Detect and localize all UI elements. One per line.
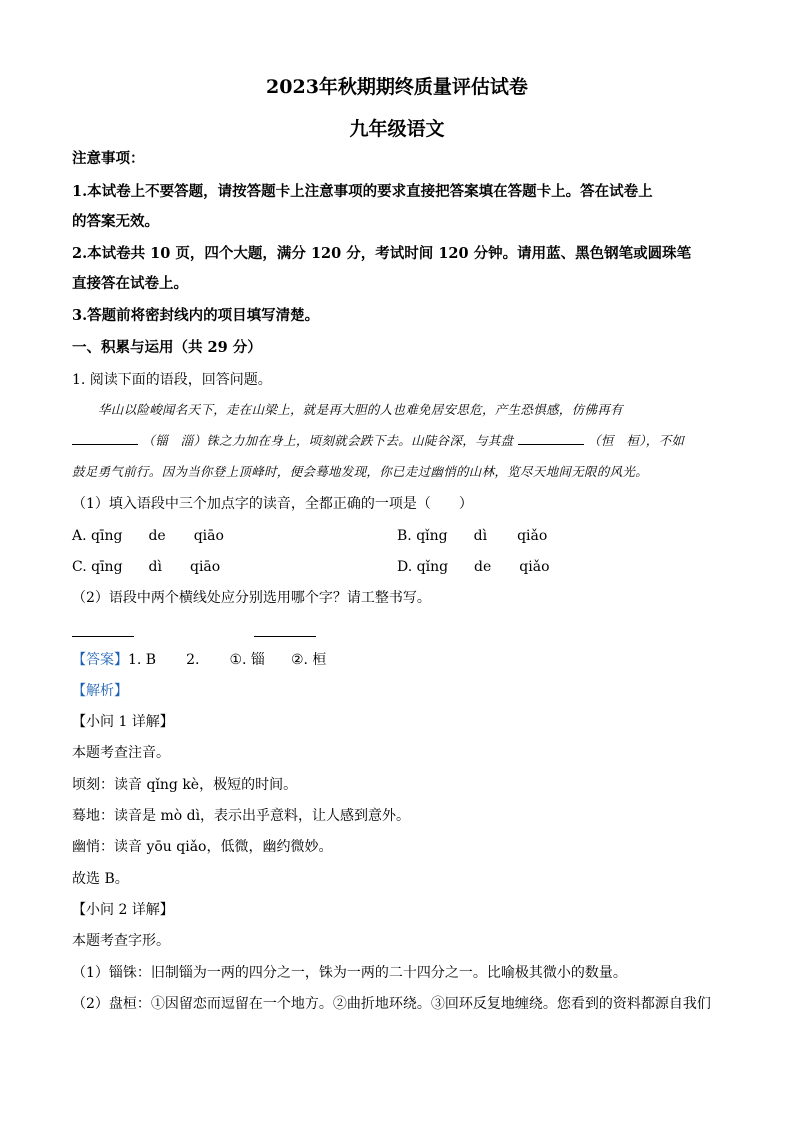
option-d[interactable] [397, 558, 550, 576]
analysis-sub-2-heading: 【小问 2 详解】 [72, 902, 174, 918]
answer-row [72, 651, 326, 669]
option-a-2: de [148, 528, 166, 544]
analysis-sub-2-line-3: （2）盘桓：①因留恋而逗留在一个地方。②曲折地环绕。③回环反复地缠绕。您看到的资料都源自我们 [72, 996, 711, 1012]
answer-line-2[interactable] [254, 624, 316, 642]
answer-part-1: 1. B [128, 652, 157, 668]
option-a-3: qiāo [193, 528, 224, 544]
passage-line-3: 鼓足勇气前行。因为当你登上顶峰时，便会蓦地发现，你已走过幽悄的山林，览尽天地间无限的风光。 [72, 464, 649, 479]
notice-item-2-line-1: 2.本试卷共 10 页，四个大题，满分 120 分，考试时间 120 分钟。请用蓝、黑色钢笔或圆珠笔 [72, 245, 692, 262]
answer-line-1[interactable] [72, 624, 134, 642]
option-c-2: dì [148, 559, 162, 575]
notice-item-2-line-2: 直接答在试卷上。 [72, 275, 188, 292]
answer-blank-2[interactable] [518, 432, 584, 445]
option-d-2: de [474, 559, 492, 575]
passage-line-2b: （恒 桓），不如 [588, 433, 685, 448]
notice-item-1-line-2: 的答案无效。 [72, 213, 159, 230]
passage-line-1: 华山以险峻闻名天下，走在山梁上，就是再大胆的人也难免居安思危，产生恐惧感，仿佛再有 [98, 402, 623, 417]
option-b-2: dì [473, 528, 488, 544]
analysis-sub-1-line-3: 蓦地：读音是 mò dì，表示出乎意料，让人感到意外。 [72, 808, 411, 824]
analysis-sub-1-line-5: 故选 B。 [72, 871, 129, 887]
sub-question-1: （1）填入语段中三个加点字的读音，全都正确的一项是（ ） [72, 496, 473, 512]
answer-circle-1: ① [229, 652, 243, 668]
section-1-heading: 一、积累与运用（共 29 分） [72, 339, 262, 356]
option-b-3: qiǎo [517, 528, 548, 544]
option-c-3: qiāo [189, 559, 221, 575]
answer-value-2: . 桓 [303, 652, 327, 668]
answer-part-2: 2. [186, 652, 200, 668]
notice-item-1-line-1: 1.本试卷上不要答题，请按答题卡上注意事项的要求直接把答案填在答题卡上。答在试卷上 [72, 183, 653, 200]
analysis-sub-1-heading: 【小问 1 详解】 [72, 714, 174, 730]
passage-line-2 [72, 432, 684, 450]
option-a[interactable] [72, 527, 224, 545]
analysis-label: 【解析】 [72, 683, 128, 699]
exam-title: 2023年秋期期终质量评估试卷 [266, 76, 528, 98]
answer-label: 【答案】 [72, 652, 128, 668]
option-c[interactable] [72, 558, 220, 576]
analysis-sub-2-line-1: 本题考查字形。 [72, 933, 170, 949]
exam-subtitle: 九年级语文 [349, 118, 445, 140]
passage-line-2a: （锱 淄）铢之力加在身上，顷刻就会跌下去。山陡谷深，与其盘 [142, 433, 514, 448]
analysis-sub-2-line-2: （1）锱铢：旧制锱为一两的四分之一，铢为一两的二十四分之一。比喻极其微小的数量。 [72, 965, 627, 981]
notice-heading: 注意事项： [72, 150, 145, 167]
analysis-sub-1-line-1: 本题考查注音。 [72, 745, 170, 761]
answer-circle-2: ② [290, 652, 304, 668]
option-d-3: qiǎo [519, 559, 550, 575]
question-1-prompt: 1. 阅读下面的语段，回答问题。 [72, 372, 272, 388]
option-c-1: C. qīng [72, 559, 123, 575]
option-b-1: B. qǐng [397, 528, 448, 544]
option-b[interactable] [397, 527, 547, 545]
option-a-1: A. qīng [72, 528, 123, 544]
option-d-1: D. qǐng [397, 559, 449, 575]
analysis-sub-1-line-2: 顷刻：读音 qǐng kè，极短的时间。 [72, 777, 298, 793]
sub-question-2: （2）语段中两个横线处应分别选用哪个字？请工整书写。 [72, 590, 431, 606]
answer-value-1: . 锱 [242, 652, 265, 668]
notice-item-3: 3.答题前将密封线内的项目填写清楚。 [72, 307, 320, 324]
answer-blank-1[interactable] [72, 432, 138, 445]
analysis-sub-1-line-4: 幽悄：读音 yōu qiǎo，低微，幽约微妙。 [72, 839, 333, 855]
